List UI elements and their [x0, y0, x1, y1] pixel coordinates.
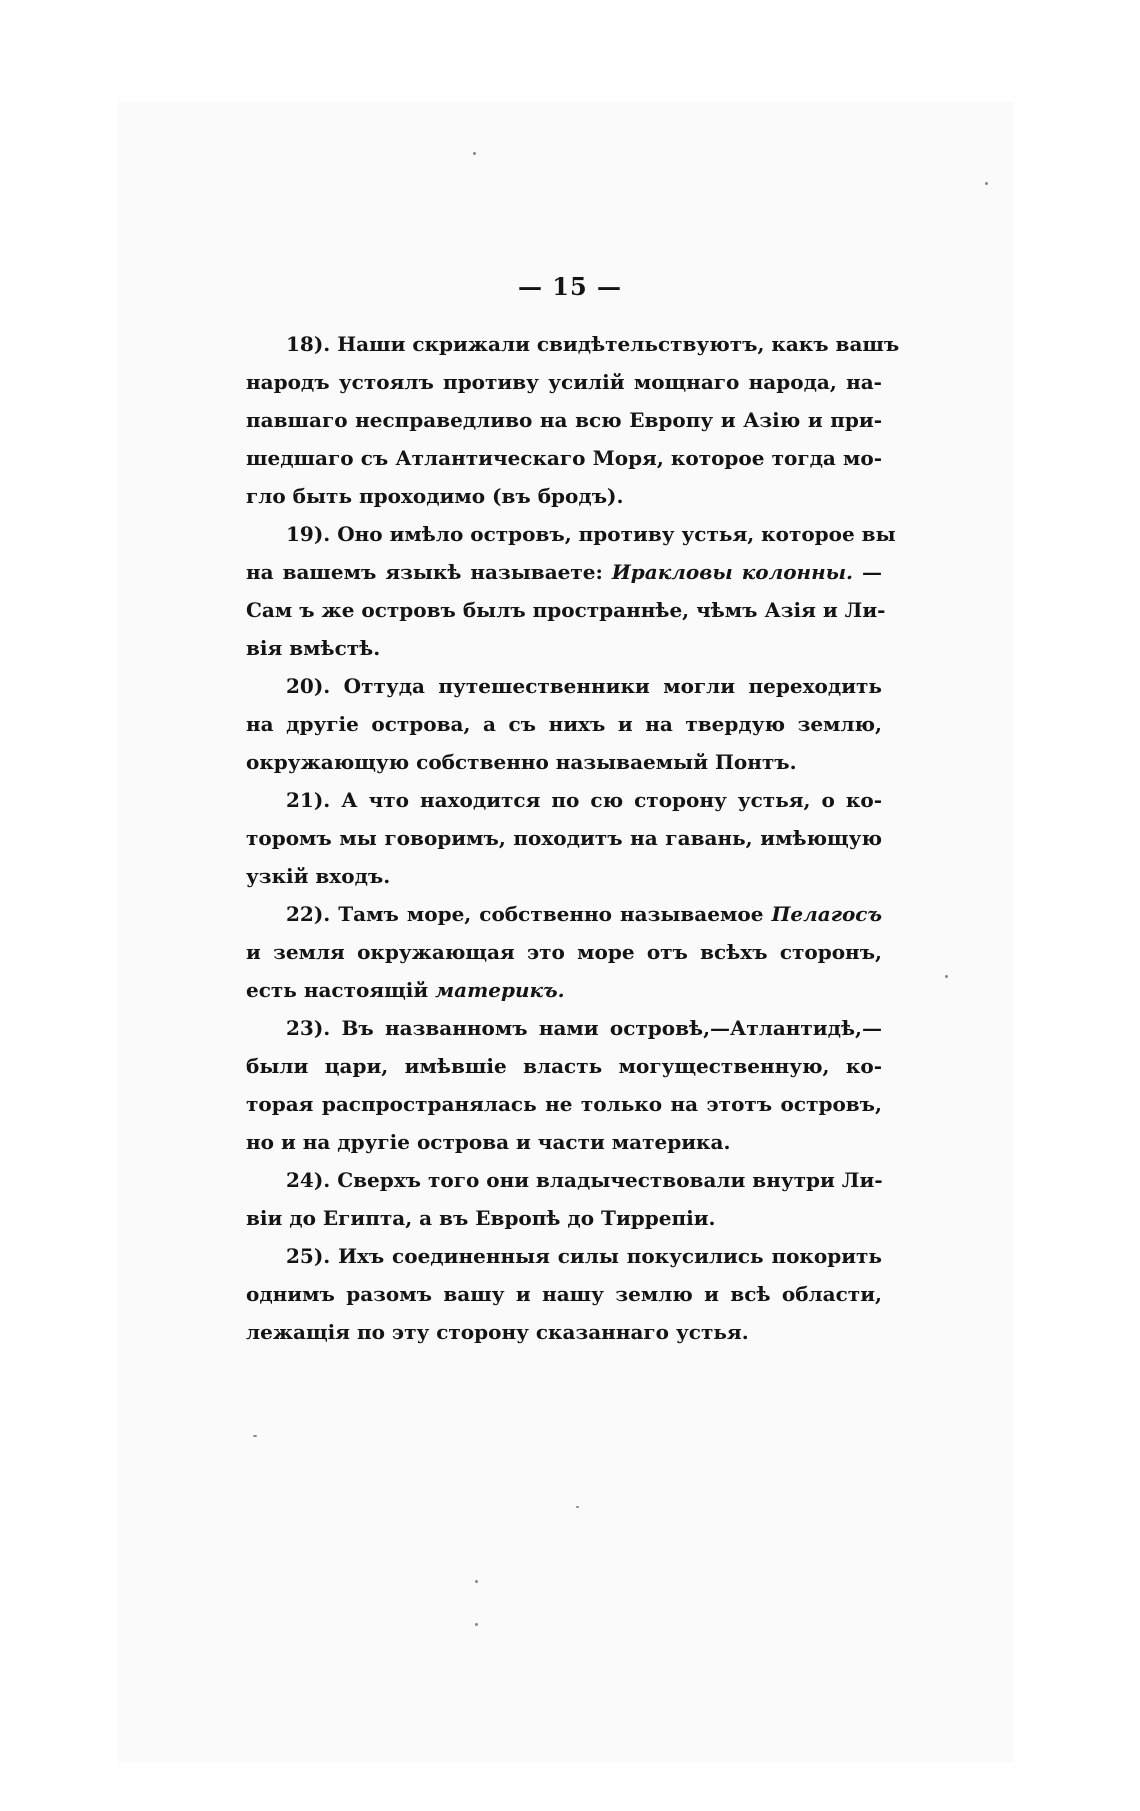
text-line: 25). Ихъ соединенныя силы покусились покорить [286, 1244, 882, 1268]
text-line: 23). Въ названномъ нами островѣ,—Атлантидѣ,— [286, 1016, 882, 1040]
text-line: окружающую собственно называемый Понтъ. [246, 750, 797, 774]
text-line: лежащія по эту сторону сказаннаго устья. [246, 1320, 749, 1344]
paragraph-18 [246, 325, 900, 515]
page-number: — 15 — [517, 272, 623, 301]
text-line: вія вмѣстѣ. [246, 636, 381, 660]
scan-speck [473, 152, 476, 155]
text-line: однимъ разомъ вашу и нашу землю и всѣ области, [246, 1282, 882, 1306]
paragraph-20 [246, 667, 882, 781]
text-segment: 22). Тамъ море, собственно называемое [286, 902, 764, 926]
text-line: на другіе острова, а съ нихъ и на твердую землю, [246, 712, 882, 736]
dash: — [862, 560, 883, 584]
text-line: віи до Египта, а въ Европѣ до Тиррепіи. [246, 1206, 716, 1230]
text-line: были цари, имѣвшіе власть могущественную, ко- [246, 1054, 882, 1078]
text-line: павшаго несправедливо на всю Европу и Азію и при- [246, 408, 882, 432]
body-text [246, 325, 900, 1351]
text-line: 19). Оно имѣло островъ, противу устья, которое вы [286, 522, 896, 546]
text-line: 24). Сверхъ того они владычествовали внутри Ли- [286, 1168, 883, 1192]
scan-speck [475, 1623, 478, 1626]
text-line [246, 553, 882, 591]
text-line: народъ устоялъ противу усилій мощнаго народа, на- [246, 370, 882, 394]
text-line [246, 895, 882, 933]
text-segment: на вашемъ языкѣ называете: [246, 560, 603, 584]
scan-speck [576, 1506, 579, 1508]
text-line: 21). А что находится по сю сторону устья, о ко- [286, 788, 882, 812]
text-line: но и на другіе острова и части материка. [246, 1130, 731, 1154]
text-line: торая распространялась не только на этотъ островъ, [246, 1092, 882, 1116]
text-line: 18). Наши скрижали свидѣтельствуютъ, какъ вашъ [286, 332, 900, 356]
text-line: шедшаго съ Атлантическаго Моря, которое тогда мо- [246, 446, 882, 470]
paragraph-25 [246, 1237, 882, 1351]
text-line: торомъ мы говоримъ, походитъ на гавань, имѣющую [246, 826, 882, 850]
scan-speck [253, 1435, 257, 1437]
text-segment: есть настоящій [246, 978, 429, 1002]
scan-speck [945, 975, 948, 978]
paragraph-24 [246, 1161, 882, 1237]
scan-speck [985, 182, 988, 185]
text-line [246, 971, 882, 1009]
text-line: и земля окружающая это море отъ всѣхъ сторонъ, [246, 940, 882, 964]
paragraph-23 [246, 1009, 882, 1161]
paragraph-19 [246, 515, 896, 667]
text-line: 20). Оттуда путешественники могли переходить [286, 674, 882, 698]
italic-word: Пелагосъ [771, 902, 882, 926]
scan-speck [475, 1580, 478, 1583]
paragraph-22 [246, 895, 882, 1009]
italic-word: материкъ. [435, 978, 565, 1002]
text-line: Сам ъ же островъ былъ пространнѣе, чѣмъ Азія и Ли- [246, 598, 886, 622]
paragraph-21 [246, 781, 882, 895]
text-line: гло быть проходимо (въ бродъ). [246, 484, 624, 508]
italic-phrase: Иракловы колонны. [611, 560, 854, 584]
text-line: узкій входъ. [246, 864, 391, 888]
